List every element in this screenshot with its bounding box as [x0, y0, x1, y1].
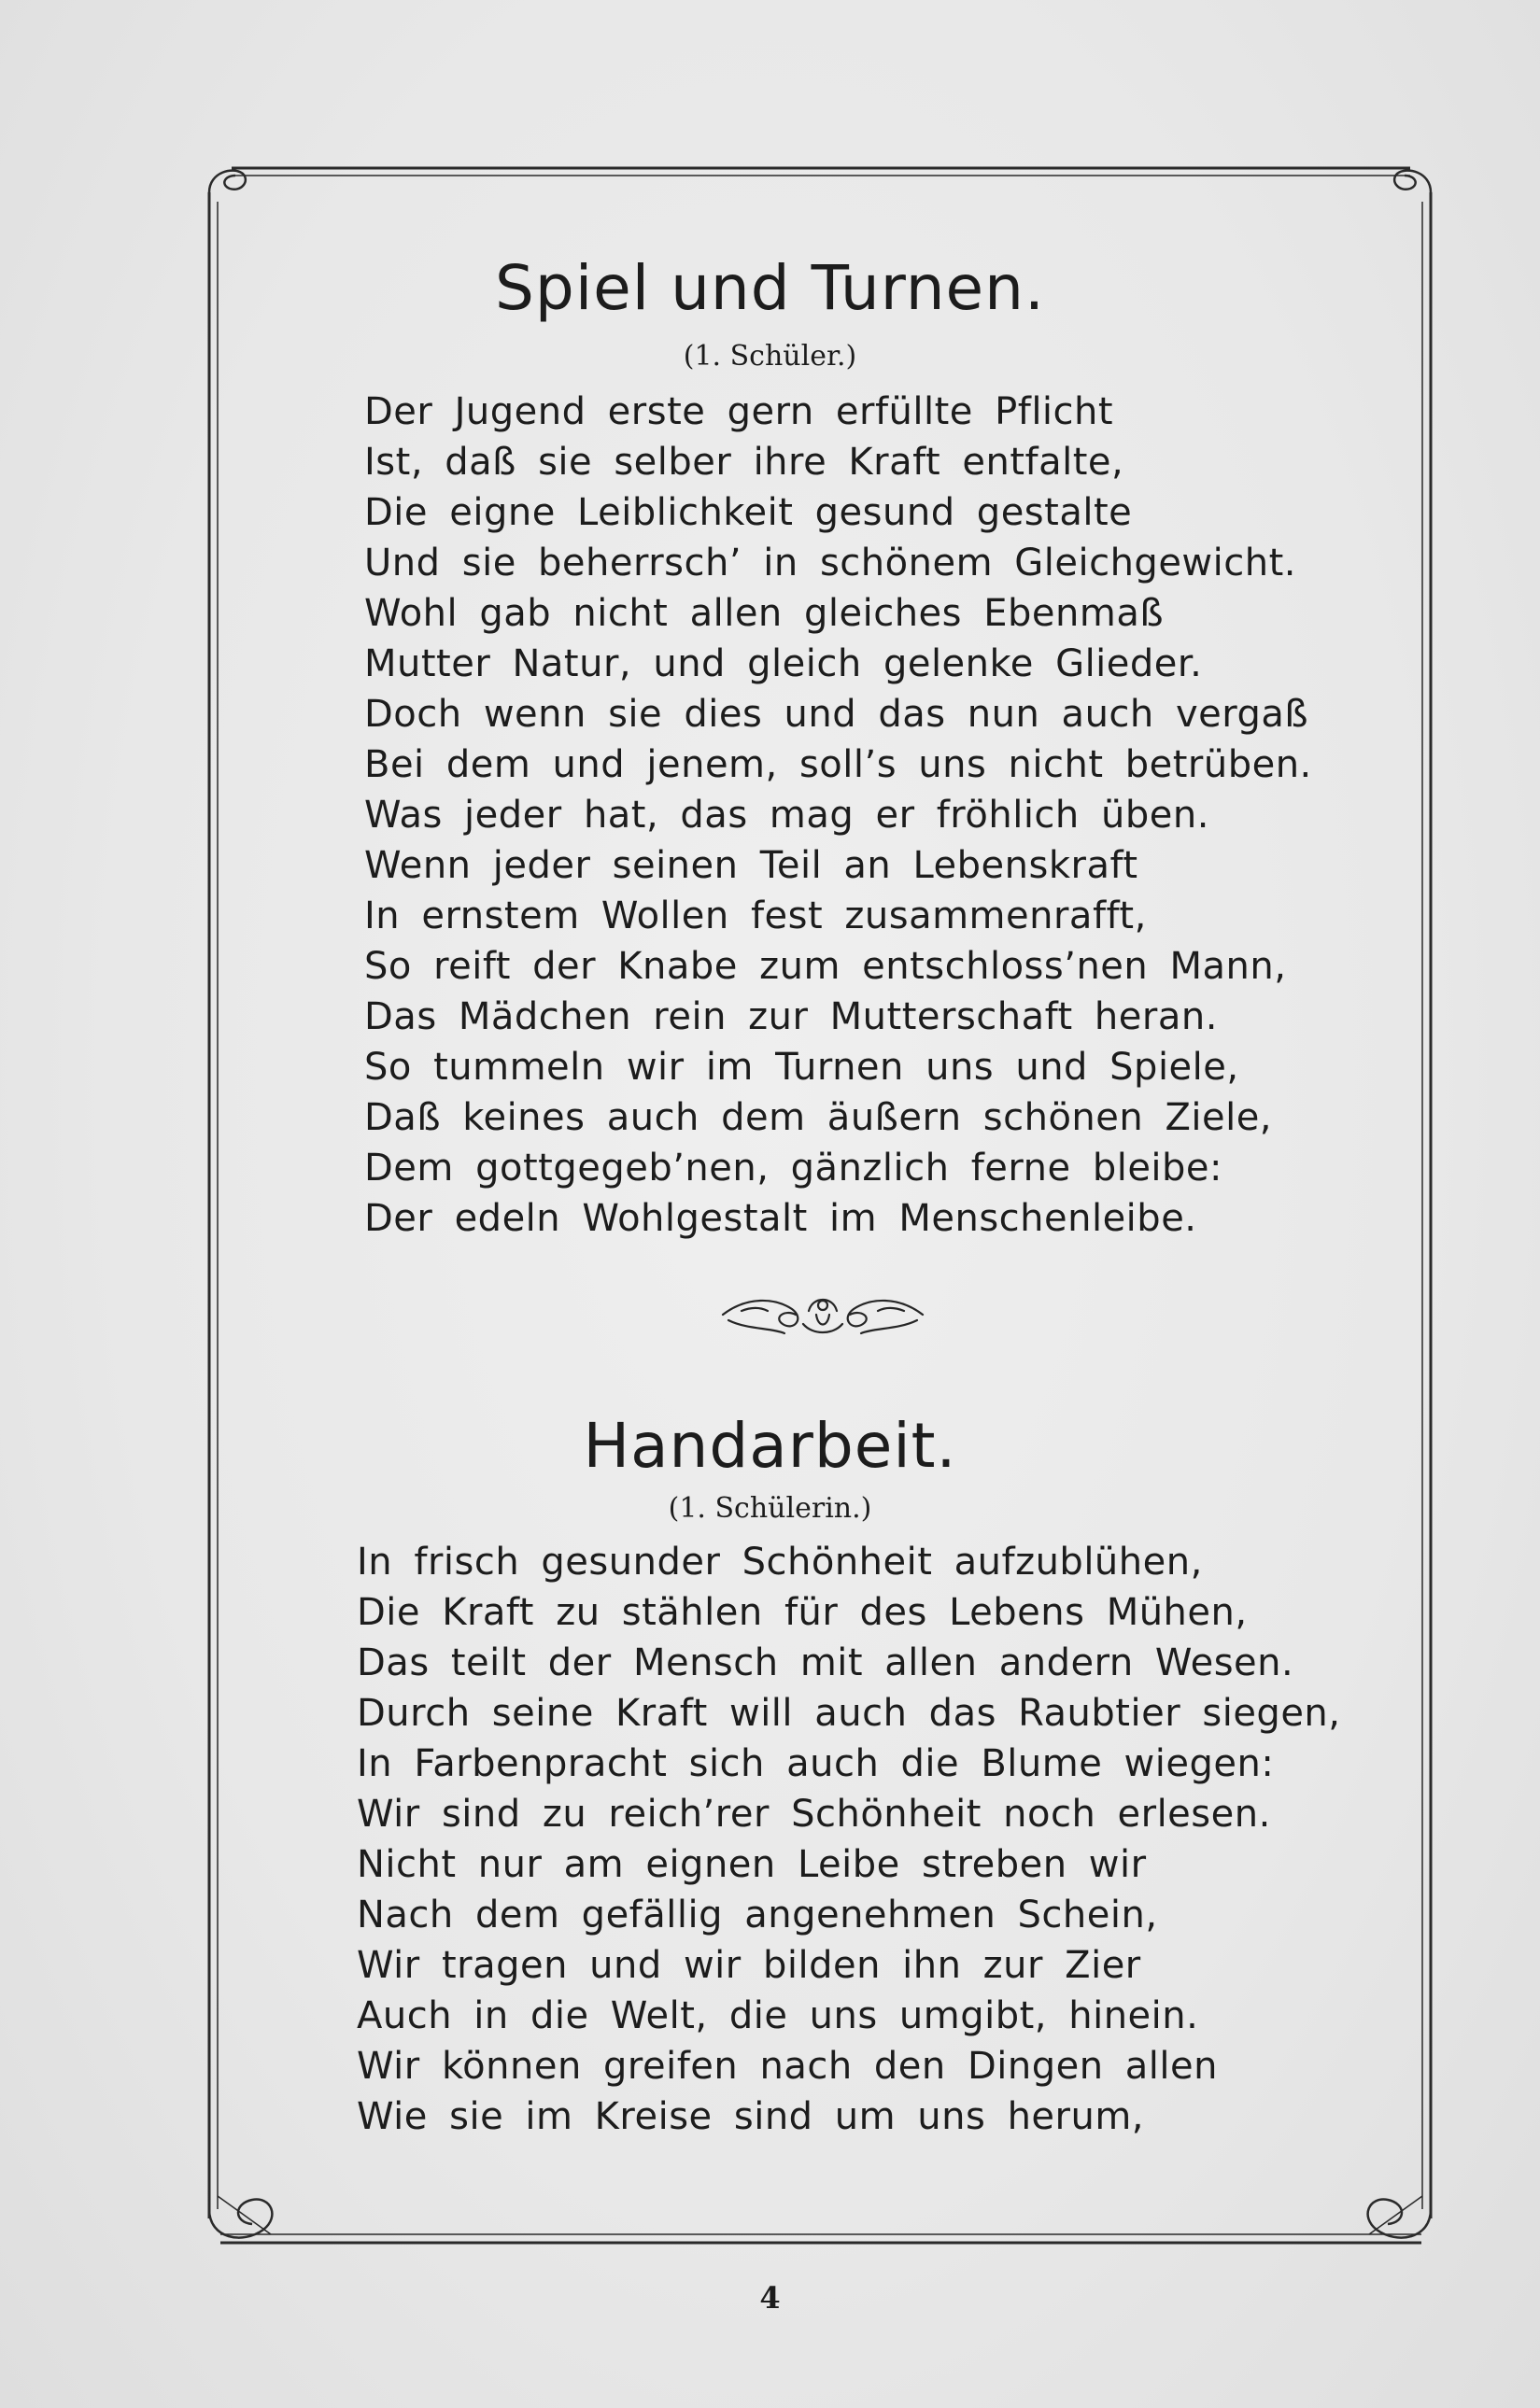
page-number: 4 [759, 2280, 781, 2316]
poem-line: Durch seine Kraft will auch das Raubtier siegen, [357, 1692, 1341, 1735]
poem-line: Mutter Natur, und gleich gelenke Glieder. [364, 642, 1203, 685]
poem-line: Wie sie im Kreise sind um uns herum, [357, 2095, 1144, 2138]
poem-line: Wir sind zu reich’rer Schönheit noch erlesen. [357, 1793, 1271, 1836]
poem-line: Daß keines auch dem äußern schönen Ziele, [364, 1096, 1273, 1139]
poem-line: Das Mädchen rein zur Mutterschaft heran. [364, 995, 1218, 1038]
poem-line: Der edeln Wohlgestalt im Menschenleibe. [364, 1197, 1197, 1240]
poem-line: Die eigne Leiblichkeit gesund gestalte [364, 491, 1133, 534]
poem-line: Auch in die Welt, die uns umgibt, hinein. [357, 1994, 1199, 2037]
poem-line: So tummeln wir im Turnen uns und Spiele, [364, 1046, 1239, 1089]
poem-lines-spiel-und-turnen [364, 387, 1312, 1244]
poem-line: Wohl gab nicht allen gleiches Ebenmaß [364, 592, 1165, 635]
poem-speaker-schueler: (1. Schüler.) [683, 340, 857, 373]
poem-lines-handarbeit [357, 1537, 1341, 2142]
floral-divider-icon [719, 1287, 926, 1346]
poem-line: Wenn jeder seinen Teil an Lebenskraft [364, 844, 1138, 887]
poem-line: Dem gottgegeb’nen, gänzlich ferne bleibe: [364, 1147, 1223, 1190]
poem-line: Der Jugend erste gern erfüllte Pflicht [364, 390, 1114, 433]
poem-line: Die Kraft zu stählen für des Lebens Mühen, [357, 1591, 1248, 1634]
poem-title-handarbeit: Handarbeit. [583, 1410, 957, 1482]
poem-line: Nach dem gefällig angenehmen Schein, [357, 1894, 1158, 1936]
poem-line: Wir können greifen nach den Dingen allen [357, 2045, 1218, 2088]
poem-line: Was jeder hat, das mag er fröhlich üben. [364, 794, 1209, 837]
poem-line: In Farbenpracht sich auch die Blume wiegen: [357, 1742, 1275, 1785]
poem-line: In frisch gesunder Schönheit aufzublühen, [357, 1541, 1203, 1584]
poem-title-spiel-und-turnen: Spiel und Turnen. [495, 252, 1045, 324]
poem-line: In ernstem Wollen fest zusammenrafft, [364, 894, 1147, 937]
poem-line: Ist, daß sie selber ihre Kraft entfalte, [364, 441, 1124, 484]
poem-speaker-schuelerin: (1. Schülerin.) [668, 1492, 872, 1525]
poem-line: Und sie beherrsch’ in schönem Gleichgewicht. [364, 542, 1296, 584]
poem-line: So reift der Knabe zum entschloss’nen Mann, [364, 945, 1287, 988]
poem-line: Doch wenn sie dies und das nun auch vergaß [364, 693, 1309, 736]
poem-line: Das teilt der Mensch mit allen andern Wesen. [357, 1641, 1294, 1684]
poem-line: Nicht nur am eignen Leibe streben wir [357, 1843, 1147, 1886]
poem-line: Wir tragen und wir bilden ihn zur Zier [357, 1944, 1141, 1987]
poem-line: Bei dem und jenem, soll’s uns nicht betrüben. [364, 743, 1312, 786]
